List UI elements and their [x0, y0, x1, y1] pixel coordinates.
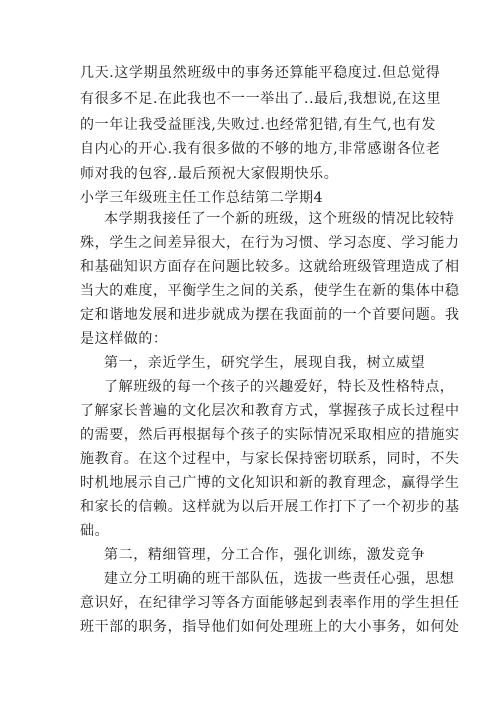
text-line: 自内心的开心.我有很多做的不够的地方,非常感谢各位老 [80, 141, 441, 157]
text-line: 有很多不足.在此我也不一一举出了..最后,我想说,在这里 [80, 91, 442, 107]
text-line: 的一年让我受益匪浅,失败过.也经常犯错,有生气,也有发 [80, 117, 436, 133]
text-line: 意识好，在纪律学习等各方面能够起到表率作用的学生担任 [80, 595, 460, 611]
text-line: 定和谐地发展和进步就成为摆在我面前的一个首要问题。我 [80, 307, 460, 323]
section-heading: 小学三年级班主任工作总结第二学期4 [80, 190, 324, 206]
text-line: 时机地展示自己广博的文化知识和新的教育理念，赢得学生 [80, 475, 460, 491]
text-line: 殊，学生之间差异很大，在行为习惯、学习态度、学习能力 [80, 235, 460, 251]
text-line: 当大的难度，平衡学生之间的关系，使学生在新的集体中稳 [80, 283, 460, 299]
text-line: 了解班级的每一个孩子的兴趣爱好，特长及性格特点， [104, 379, 455, 395]
text-line: 础。 [80, 523, 110, 539]
text-line: 师对我的包容,.最后预祝大家假期快乐。 [80, 166, 339, 182]
subheading: 第二，精细管理，分工合作，强化训练，激发竞争 [104, 547, 426, 563]
text-line: 施教育。在这个过程中，与家长保持密切联系，同时，不失 [80, 451, 460, 467]
text-line: 建立分工明确的班干部队伍，选拔一些责任心强，思想 [104, 571, 455, 587]
text-line: 和家长的信赖。这样就为以后开展工作打下了一个初步的基 [80, 499, 460, 515]
text-line: 几天.这学期虽然班级中的事务还算能平稳度过.但总觉得 [80, 65, 441, 81]
text-line: 本学期我接任了一个新的班级，这个班级的情况比较特 [104, 211, 455, 227]
text-line: 是这样做的： [80, 331, 168, 347]
text-line: 和基础知识方面存在问题比较多。这就给班级管理造成了相 [80, 259, 460, 275]
text-line: 的需要，然后再根据每个孩子的实际情况采取相应的措施实 [80, 427, 460, 443]
text-line: 了解家长普遍的文化层次和教育方式，掌握孩子成长过程中 [80, 403, 460, 419]
subheading: 第一，亲近学生，研究学生，展现自我，树立威望 [104, 355, 426, 371]
text-line: 班干部的职务，指导他们如何处理班上的大小事务，如何处 [80, 619, 460, 635]
